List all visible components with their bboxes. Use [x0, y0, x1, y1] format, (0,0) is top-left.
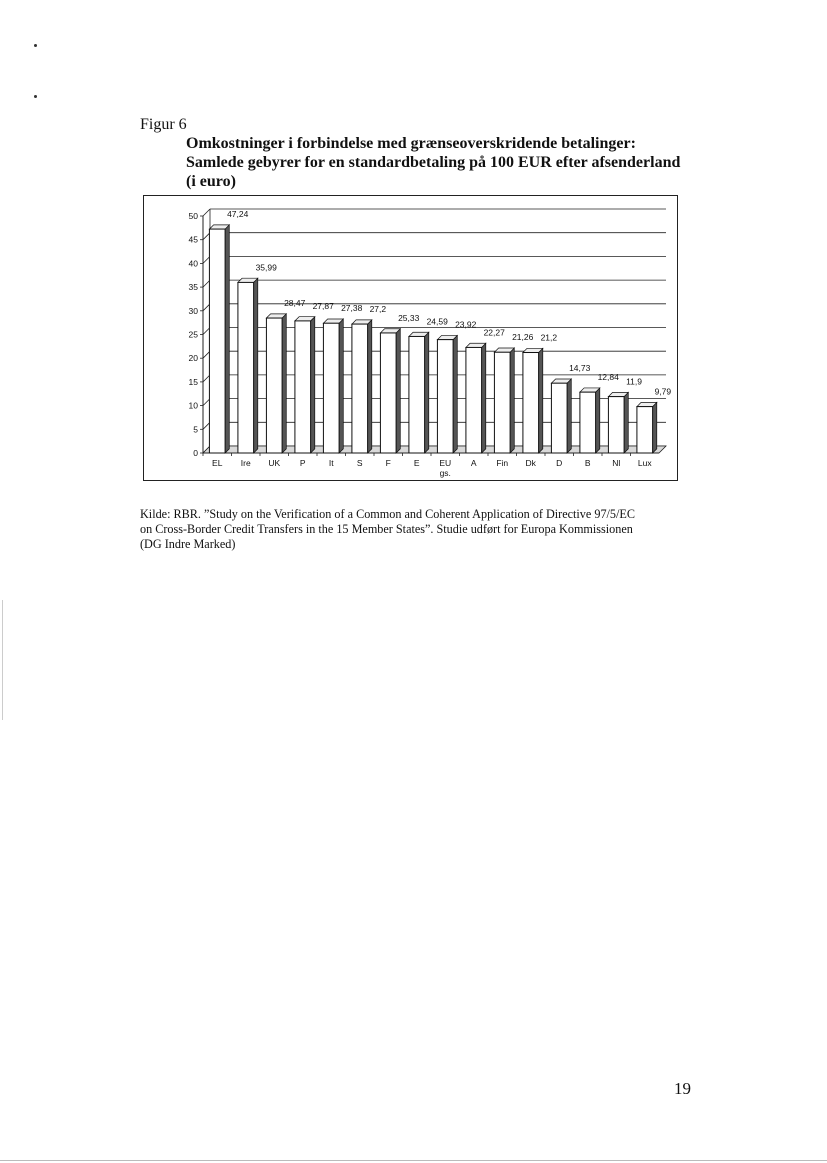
x-tick-label: Lux [637, 458, 652, 468]
x-tick-label: E [413, 458, 420, 468]
bar-value-label: 14,73 [569, 363, 591, 374]
bar-side [254, 278, 258, 453]
x-tick-label: It [328, 458, 334, 468]
x-tick-label: EU [439, 458, 452, 468]
bar [551, 383, 567, 453]
x-tick-label: Nl [612, 458, 621, 468]
bar-value-label: 21,2 [540, 332, 558, 343]
bar [466, 347, 482, 453]
bar-side [567, 379, 571, 453]
bar-side [510, 348, 514, 453]
bar-value-label: 22,27 [483, 327, 505, 338]
x-tick-label: A [470, 458, 477, 468]
bar [209, 229, 225, 453]
y-tick-label: 30 [188, 305, 198, 316]
x-tick-label: F [385, 458, 391, 468]
x-tick-label: D [556, 458, 563, 468]
scan-speck [34, 44, 37, 47]
bar [266, 318, 282, 453]
y-tick-label: 5 [193, 424, 198, 435]
scan-speck [34, 95, 37, 98]
bar [295, 321, 311, 453]
bar [238, 282, 254, 453]
y-tick-label: 40 [188, 258, 198, 269]
y-tick-label: 25 [188, 329, 198, 340]
x-tick-label: gs. [439, 468, 451, 478]
bar-side [453, 335, 457, 453]
bar-value-label: 12,84 [597, 372, 619, 383]
x-tick-label: Ire [240, 458, 251, 468]
bar [523, 353, 539, 453]
bar-side [225, 225, 229, 453]
x-tick-label: Fin [496, 458, 509, 468]
bar-value-label: 28,47 [284, 298, 306, 309]
bar [352, 324, 368, 453]
bar-side [624, 392, 628, 453]
source-line: (DG Indre Marked) [140, 537, 236, 551]
bar [608, 397, 624, 453]
scan-edge-line [2, 600, 3, 720]
page-number: 19 [674, 1079, 691, 1098]
y-tick-label: 45 [188, 234, 198, 245]
bar-value-label: 21,26 [512, 332, 534, 343]
x-tick-label: B [584, 458, 591, 468]
bar-value-label: 9,79 [654, 386, 672, 397]
y-tick-label: 0 [193, 448, 198, 458]
bar-side [425, 332, 429, 453]
bar-value-label: 27,87 [312, 300, 334, 311]
bar-side [539, 348, 543, 453]
bar [494, 352, 510, 453]
figure-title [186, 134, 726, 191]
bar-side [311, 317, 315, 453]
x-tick-label: P [299, 458, 306, 468]
bar [380, 333, 396, 453]
bar-side [282, 314, 286, 453]
source-line: Kilde: RBR. ”Study on the Verification of a Common and Coherent Application of Directive 97/5/EC [140, 507, 635, 521]
figure-title-line: Omkostninger i forbindelse med grænseoverskridende betalinger: [186, 135, 636, 152]
bar-side [653, 402, 657, 453]
y-tick-label: 10 [188, 400, 198, 411]
figure-title-line: (i euro) [186, 173, 236, 190]
bar-side [339, 319, 343, 453]
chart-frame [143, 195, 678, 481]
bar-chart [144, 196, 679, 482]
y-tick-label: 50 [188, 211, 198, 221]
x-tick-label: UK [268, 458, 281, 468]
x-tick-label: S [356, 458, 363, 468]
bar [580, 392, 596, 453]
bar-side [396, 329, 400, 453]
bar-side [596, 388, 600, 453]
bar-side [368, 320, 372, 453]
bar-value-label: 27,2 [369, 304, 387, 315]
figure-label: Figur 6 [140, 116, 187, 133]
bar [437, 340, 453, 453]
bar-value-label: 25,33 [398, 312, 420, 323]
source-note [140, 507, 700, 552]
bar-value-label: 23,92 [455, 319, 477, 330]
x-tick-label: Dk [525, 458, 536, 468]
side-wall-line [203, 209, 210, 216]
bar-value-label: 24,59 [426, 316, 448, 327]
y-tick-label: 20 [188, 353, 198, 364]
figure-title-line: Samlede gebyrer for en standardbetaling på 100 EUR efter afsenderland [186, 154, 681, 171]
bar-value-label: 47,24 [227, 209, 249, 220]
bar-value-label: 27,38 [341, 303, 363, 314]
bar [409, 336, 425, 453]
y-tick-label: 35 [188, 282, 198, 293]
source-line: on Cross-Border Credit Transfers in the 15 Member States”. Studie udført for Europa Kommissionen [140, 522, 633, 536]
page-bottom-rule [0, 1160, 827, 1161]
x-tick-label: EL [212, 458, 223, 468]
bar-value-label: 35,99 [255, 262, 277, 273]
y-tick-label: 15 [188, 376, 198, 387]
bar-value-label: 11,9 [626, 376, 643, 387]
bar [637, 407, 653, 453]
bar-side [482, 343, 486, 453]
bar [323, 323, 339, 453]
